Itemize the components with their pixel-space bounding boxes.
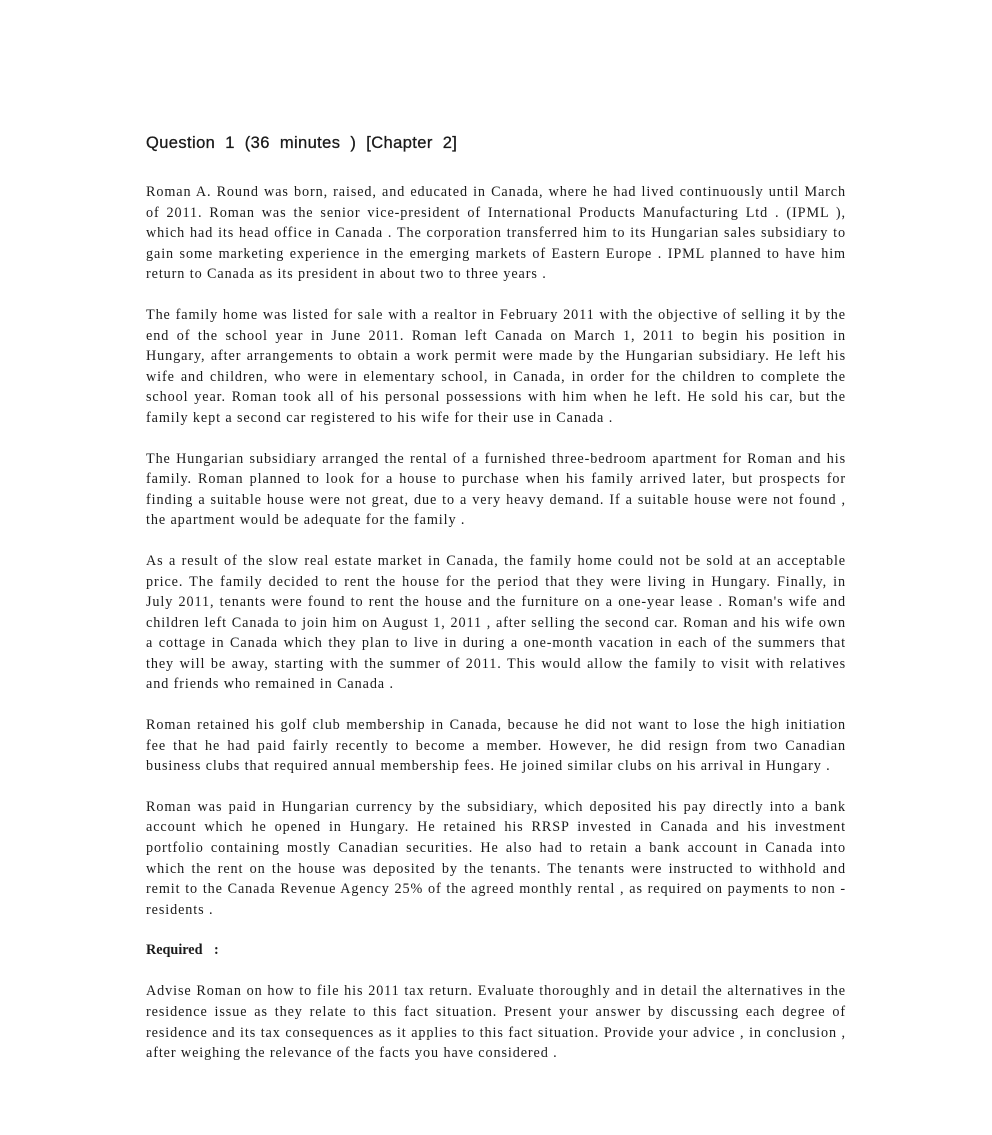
required-label: Required :	[146, 942, 219, 959]
paragraph-rental: As a result of the slow real estate market in Canada, the family home could not be sold at an acceptable price. The family decided to rent the house for the period that they were living in Hungary. Finally, in July 2011, tenants were found to rent the house and the furniture on a one-year lease . Roman's wife and children left Canada to join him on August 1, 2011 , after selling the second car. Roman and his wife own a cottage in Canada which they plan to live in during a one-month vacation in each of the summers that they will be away, starting with the summer of 2011. This would allow the family to visit with relatives and friends who remained in Canada .	[146, 552, 846, 693]
paragraph-clubs: Roman retained his golf club membership in Canada, because he did not want to lose the high initiation fee that he had paid fairly recently to become a member. However, he did resign from two Canadian business clubs that required annual membership fees. He joined similar clubs on his arrival in Hungary .	[146, 717, 846, 775]
question-heading: Question 1 (36 minutes ) [Chapter 2]	[146, 134, 458, 152]
paragraph-instructions: Advise Roman on how to file his 2011 tax return. Evaluate thoroughly and in detail the alternatives in the residence issue as they relate to this fact situation. Present your answer by discussing each degree of residence and its tax consequences as it applies to this fact situation. Provide your advice , in conclusion , after weighing the relevance of the facts you have considered .	[146, 983, 846, 1062]
paragraph-apartment: The Hungarian subsidiary arranged the rental of a furnished three-bedroom apartment for Roman and his family. Roman planned to look for a house to purchase when his family arrived later, but prospects for finding a suitable house were not great, due to a very heavy demand. If a suitable house were not found , the apartment would be adequate for the family .	[146, 450, 846, 529]
document-page	[146, 132, 846, 1084]
paragraph-finances: Roman was paid in Hungarian currency by the subsidiary, which deposited his pay directly into a bank account which he opened in Hungary. He retained his RRSP invested in Canada and his investment portfolio containing mostly Canadian securities. He also had to retain a bank account in Canada into which the rent on the house was deposited by the tenants. The tenants were instructed to withhold and remit to the Canada Revenue Agency 25% of the agreed monthly rental , as required on payments to non -residents .	[146, 798, 846, 918]
paragraph-family-home: The family home was listed for sale with a realtor in February 2011 with the objective of selling it by the end of the school year in June 2011. Roman left Canada on March 1, 2011 to begin his position in Hungary, after arrangements to obtain a work permit were made by the Hungarian subsidiary. He left his wife and children, who were in elementary school, in Canada, in order for the children to complete the school year. Roman took all of his personal possessions with him when he left. He sold his car, but the family kept a second car registered to his wife for their use in Canada .	[146, 306, 846, 426]
paragraph-background: Roman A. Round was born, raised, and educated in Canada, where he had lived continuously until March of 2011. Roman was the senior vice-president of International Products Manufacturing Ltd . (IPML ), which had its head office in Canada . The corporation transferred him to its Hungarian sales subsidiary to gain some marketing experience in the emerging markets of Eastern Europe . IPML planned to have him return to Canada as its president in about two to three years .	[146, 184, 846, 283]
